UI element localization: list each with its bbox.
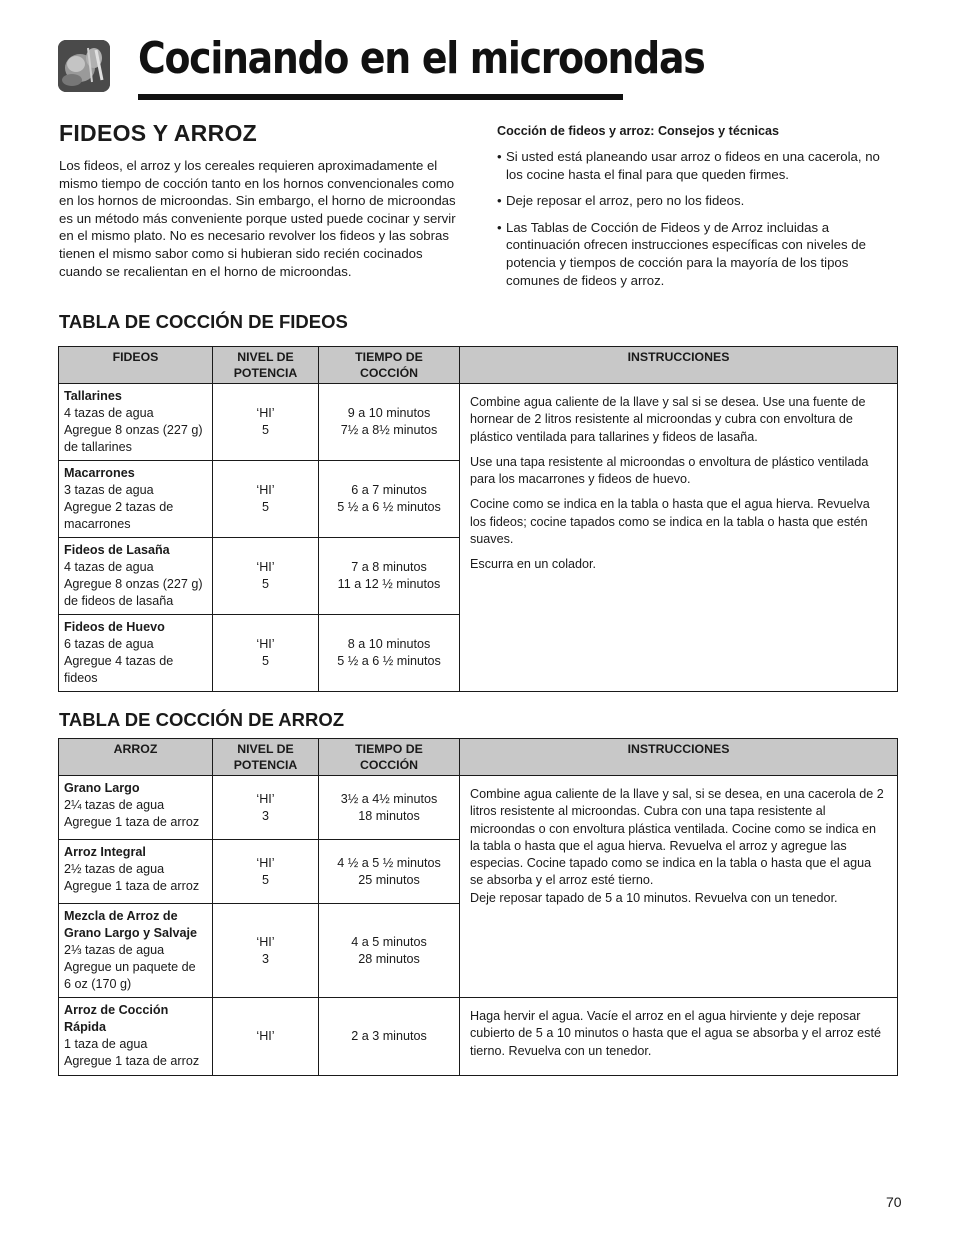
item-name: Tallarines [64, 389, 122, 403]
item-cell [59, 776, 213, 840]
tip-text: Deje reposar el arroz, pero no los fideos. [506, 193, 745, 209]
time-cell: 6 a 7 minutos 5 ½ a 6 ½ minutos [319, 461, 460, 538]
item-detail: 3 tazas de agua [64, 483, 154, 497]
bullet-icon: • [497, 193, 502, 209]
item-name: Fideos de Lasaña [64, 543, 170, 557]
table-header-row [59, 739, 898, 776]
power-cell: ‘HI’ 5 [213, 615, 319, 692]
page-number: 70 [886, 1194, 902, 1210]
power-cell: ‘HI’ 3 [213, 776, 319, 840]
instruction-paragraph: Combine agua caliente de la llave y sal, si se desea, en una cacerola de 2 litros resistente al microondas. Cubra con una tapa resistente al microondas o con envoltura plástica ventilada. Cocine como se indica en la tabla o hasta que el agua hierva. Revuelva el arroz y agregue las especias. Cocine tapado como se indica en la tabla o hasta que el agua se absorba y el arroz esté tierno. [470, 787, 884, 888]
tips-heading: Cocción de fideos y arroz: Consejos y técnicas [497, 124, 780, 138]
instruction-paragraph: Haga hervir el agua. Vacíe el arroz en el agua hirviente y deje reposar cubierto de 5 a 10 minutos o hasta que el agua se absorba y el arroz esté tierno. Revuelva con un tenedor. [470, 1009, 881, 1058]
power-cell: ‘HI’ 5 [213, 538, 319, 615]
item-detail: 6 oz (170 g) [64, 977, 132, 991]
time-cell: 9 a 10 minutos 7½ a 8½ minutos [319, 384, 460, 461]
instruction-paragraph: Combine agua caliente de la llave y sal si se desea. Use una fuente de hornear de 2 litros resistente al microondas y cubra con envoltura de plástico ventilada para tallarines y fideos de lasaña. [470, 395, 866, 444]
column-header-power: NIVEL DE POTENCIA [213, 739, 319, 776]
column-header-item: ARROZ [59, 739, 213, 776]
item-detail: 2⅓ tazas de agua [64, 943, 165, 957]
item-detail: Agregue 1 taza de arroz [64, 879, 200, 893]
bullet-icon: • [497, 149, 502, 164]
title-underline [138, 94, 623, 100]
cooking-photo-icon [58, 40, 110, 92]
item-cell [59, 840, 213, 904]
instructions-cell [460, 776, 898, 998]
instruction-paragraph: Deje reposar tapado de 5 a 10 minutos. Revuelva con un tenedor. [470, 890, 838, 905]
instruction-paragraph: Use una tapa resistente al microondas o envoltura de plástico ventilada para los macarrones y fideos de huevo. [470, 454, 869, 487]
item-detail: 1 taza de agua [64, 1037, 148, 1051]
power-cell: ‘HI’ 3 [213, 904, 319, 998]
table-row [59, 384, 898, 461]
item-cell [59, 538, 213, 615]
time-cell: 4 a 5 minutos 28 minutos [319, 904, 460, 998]
time-cell: 8 a 10 minutos 5 ½ a 6 ½ minutos [319, 615, 460, 692]
item-cell [59, 384, 213, 461]
item-name: Grano Largo [64, 781, 140, 795]
column-header-item: FIDEOS [59, 347, 213, 384]
column-header-power: NIVEL DE POTENCIA [213, 347, 319, 384]
item-name: Arroz Integral [64, 845, 146, 859]
item-detail: Agregue 1 taza de arroz [64, 1054, 200, 1068]
page-title: Cocinando en el microondas [138, 33, 705, 84]
item-cell [59, 615, 213, 692]
item-detail: Agregue 1 taza de arroz [64, 815, 200, 829]
arroz-table [58, 738, 898, 1076]
time-cell: 7 a 8 minutos 11 a 12 ½ minutos [319, 538, 460, 615]
table-row [59, 776, 898, 840]
power-cell: ‘HI’ 5 [213, 384, 319, 461]
item-detail: de fideos de lasaña [64, 594, 174, 608]
instruction-paragraph: Cocine como se indica en la tabla o hasta que el agua hierva. Revuelva los fideos; cocine tapados como se indica en la tabla o hasta que estén suaves. [470, 497, 870, 547]
section-title: FIDEOS Y ARROZ [59, 120, 258, 146]
column-header-instructions: INSTRUCCIONES [460, 739, 898, 776]
item-name: Mezcla de Arroz de Grano Largo y Salvaje [64, 909, 197, 940]
tip-item [497, 219, 897, 289]
item-detail: 6 tazas de agua [64, 637, 154, 651]
arroz-table-title: TABLA DE COCCIÓN DE ARROZ [59, 709, 345, 730]
item-detail: Agregue un paquete de [64, 960, 196, 974]
tip-item [497, 148, 897, 183]
tip-item [497, 192, 897, 210]
item-detail: Agregue 8 onzas (227 g) [64, 423, 203, 437]
section-intro: Los fideos, el arroz y los cereales requieren aproximadamente el mismo tiempo de cocción tanto en los hornos convencionales como en los hornos de microondas. Sin embargo, el horno de microondas es un método más conveniente porque usted puede cocinar y servir en el mismo plato. No es necesario revolver los fideos y las sobras tienen el mismo sabor como si hubieran sido recién cocinados cuando se recalientan en el horno de microondas. [59, 158, 456, 279]
item-name: Arroz de Cocción Rápida [64, 1003, 169, 1034]
fideos-table [58, 346, 898, 692]
instruction-paragraph: Escurra en un colador. [470, 557, 597, 572]
item-detail: fideos [64, 671, 98, 685]
instructions-cell [460, 384, 898, 692]
item-cell [59, 998, 213, 1076]
bullet-icon: • [497, 219, 502, 235]
item-detail: 2¼ tazas de agua [64, 798, 165, 812]
table-row [59, 998, 898, 1076]
time-cell: 4 ½ a 5 ½ minutos 25 minutos [319, 840, 460, 904]
table-header-row [59, 347, 898, 384]
column-header-time: TIEMPO DE COCCIÓN [319, 347, 460, 384]
item-detail: 4 tazas de agua [64, 406, 154, 420]
item-detail: Agregue 2 tazas de [64, 500, 174, 514]
item-detail: 4 tazas de agua [64, 560, 154, 574]
item-detail: macarrones [64, 517, 131, 531]
item-name: Macarrones [64, 466, 135, 480]
item-detail: 2½ tazas de agua [64, 862, 165, 876]
tips-list [497, 148, 897, 298]
item-detail: de tallarines [64, 440, 132, 454]
column-header-instructions: INSTRUCCIONES [460, 347, 898, 384]
time-cell: 3½ a 4½ minutos 18 minutos [319, 776, 460, 840]
power-cell: ‘HI’ 5 [213, 461, 319, 538]
tip-text: Si usted está planeando usar arroz o fideos en una cacerola, no los cocine hasta el final para que queden firmes. [506, 149, 880, 182]
item-detail: Agregue 4 tazas de [64, 654, 174, 668]
item-detail: Agregue 8 onzas (227 g) [64, 577, 203, 591]
column-header-time: TIEMPO DE COCCIÓN [319, 739, 460, 776]
power-cell: ‘HI’ 5 [213, 840, 319, 904]
time-cell: 2 a 3 minutos [319, 998, 460, 1076]
power-cell: ‘HI’ [213, 998, 319, 1076]
instructions-cell [460, 998, 898, 1076]
item-cell [59, 461, 213, 538]
tip-text: Las Tablas de Cocción de Fideos y de Arroz incluidas a continuación ofrecen instrucciones específicas con niveles de potencia y tiempos de cocción para la mayoría de los tipos comunes de fideos y arroz. [506, 219, 866, 288]
item-cell [59, 904, 213, 998]
fideos-table-title: TABLA DE COCCIÓN DE FIDEOS [59, 311, 348, 332]
item-name: Fideos de Huevo [64, 620, 165, 634]
